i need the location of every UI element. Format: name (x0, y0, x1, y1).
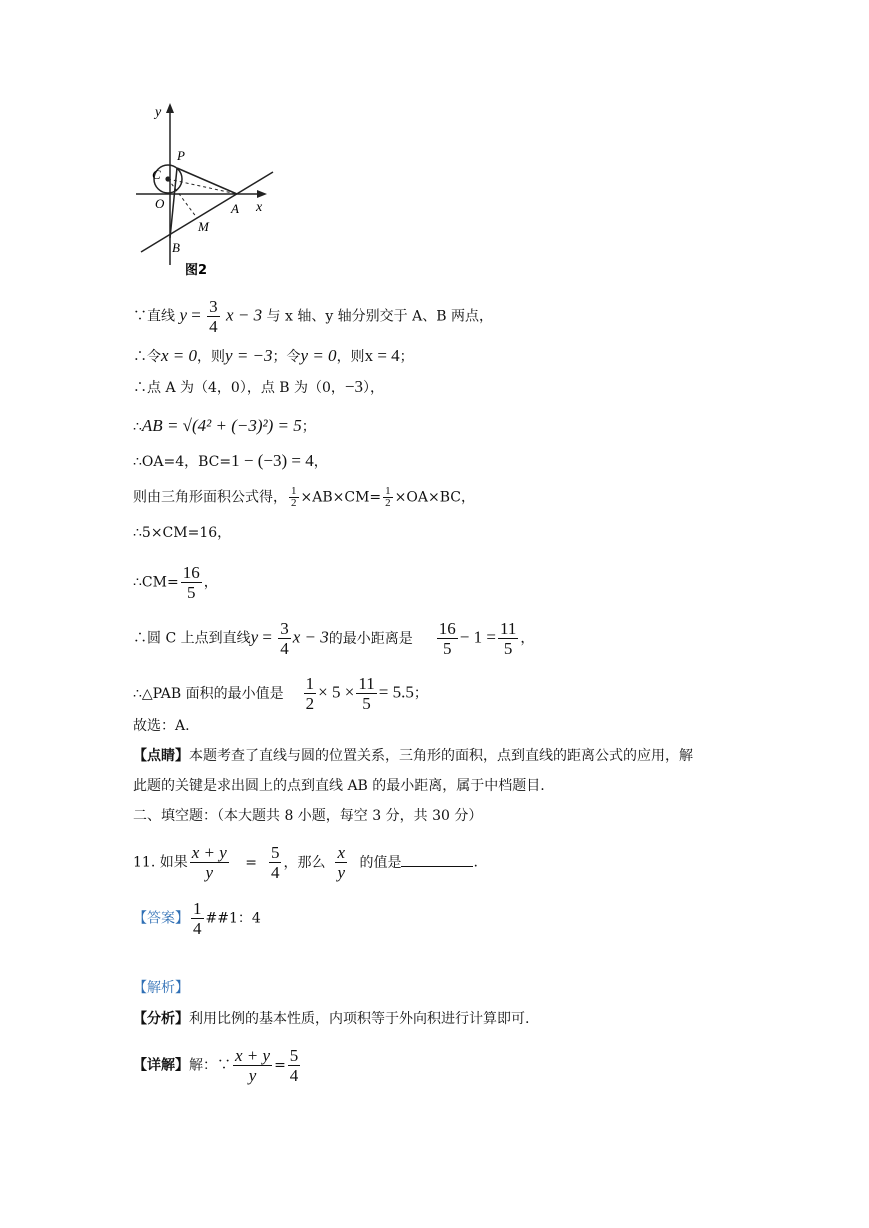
remark-tag: 【点睛】 (133, 748, 189, 764)
fraction: $\frac{x + y}{y}$ (235, 1046, 271, 1085)
text: 与 x 轴、y 轴分别交于 A、B 两点， (266, 308, 493, 325)
fraction: $\frac{1}{2}$ (305, 674, 315, 713)
solution-line-1 (133, 297, 493, 336)
point-a-label: A (231, 201, 239, 216)
point-m-label: M (198, 219, 209, 234)
x-axis-label: x (256, 200, 263, 215)
point-c-label: C (152, 167, 161, 182)
fraction: $\frac{3}{4}$ (280, 619, 289, 658)
fraction: $\frac{1}{2}$ (291, 485, 297, 509)
fraction: $\frac{11}{5}$ (358, 674, 375, 713)
solution-line-6: 则由三角形面积公式得， $\frac{1}{2}$ ×AB×CM= $\frac{1}{2}$ ×OA×BC， (133, 485, 475, 509)
analysis-line: 【分析】利用比例的基本性质，内项积等于外向积进行计算即可. (133, 1011, 530, 1027)
fraction: $\frac{x}{y}$ (337, 843, 346, 882)
fraction: $\frac{16}{5}$ (182, 563, 200, 602)
math: x − 3 (226, 305, 263, 325)
figure-2-diagram (133, 100, 283, 280)
fraction: $\frac{5}{4}$ (270, 843, 280, 882)
solution-line-3: ∴点 A 为（4，0），点 B 为（0，−3）， (133, 377, 385, 396)
answer-blank (401, 852, 473, 867)
solution-line-5: ∴OA=4，BC=1 − (−3) = 4， (133, 451, 328, 470)
solution-line-2: ∴令x = 0，则y = −3；令y = 0，则x = 4； (133, 346, 414, 365)
fraction: $\frac{1}{2}$ (385, 485, 391, 509)
question-11: 11. 如果 $\frac{x + y}{y}$ = $\frac{5}{4}$ ，那么 $\frac{x}{y}$ 的值是 . (133, 843, 478, 882)
fraction: $\frac{11}{5}$ (499, 619, 517, 658)
text: ∵直线 (133, 308, 175, 325)
answer-tag: 【答案】 (133, 910, 189, 927)
point-p-label: P (177, 148, 185, 163)
solution-line-8: ∴CM= $\frac{16}{5}$ ， (133, 563, 218, 602)
fraction: $\frac{x + y}{y}$ (191, 843, 227, 882)
remark-line-2: 此题的关键是求出圆上的点到直线 AB 的最小距离，属于中档题目. (133, 778, 545, 794)
solution-line-9: ∴圆 C 上点到直线y = $\frac{3}{4}$ x − 3的最小距离是 $\frac{16}{5}$ − 1 = $\frac{11}{5}$ ， (133, 619, 535, 658)
math: y (179, 305, 187, 325)
math: = (187, 305, 206, 325)
solution-line-4: ∴AB = √(4² + (−3)²) = 5； (133, 416, 316, 435)
answer-line: 【答案】 $\frac{1}{4}$ ##1：4 (133, 899, 261, 938)
fraction: $\frac{1}{4}$ (193, 899, 202, 938)
point-o-label: O (155, 196, 165, 211)
solution-line-10: ∴△PAB 面积的最小值是 $\frac{1}{2}$ × 5 × $\frac{11}{5}$ = 5.5； (133, 674, 428, 713)
figure-caption: 图2 (185, 263, 208, 278)
detailed-solution-line: 【详解】解：∵ $\frac{x + y}{y}$ = $\frac{5}{4}$ (133, 1046, 299, 1085)
fraction: $\frac{5}{4}$ (289, 1046, 299, 1085)
analysis-heading: 【解析】 (133, 980, 189, 996)
remark-line-1: 【点睛】本题考查了直线与圆的位置关系，三角形的面积，点到直线的距离公式的应用，解 (133, 748, 693, 764)
section-heading: 二、填空题：（本大题共 8 小题，每空 3 分，共 30 分） (133, 808, 483, 824)
point-b-label: B (172, 240, 180, 255)
solution-line-11: 故选：A. (133, 718, 190, 734)
fraction: $\frac{16}{5}$ (438, 619, 456, 658)
solution-line-7: ∴5×CM=16， (133, 525, 232, 541)
y-axis-label: y (155, 105, 162, 120)
fraction: $\frac{3}{4}$ (209, 297, 218, 336)
